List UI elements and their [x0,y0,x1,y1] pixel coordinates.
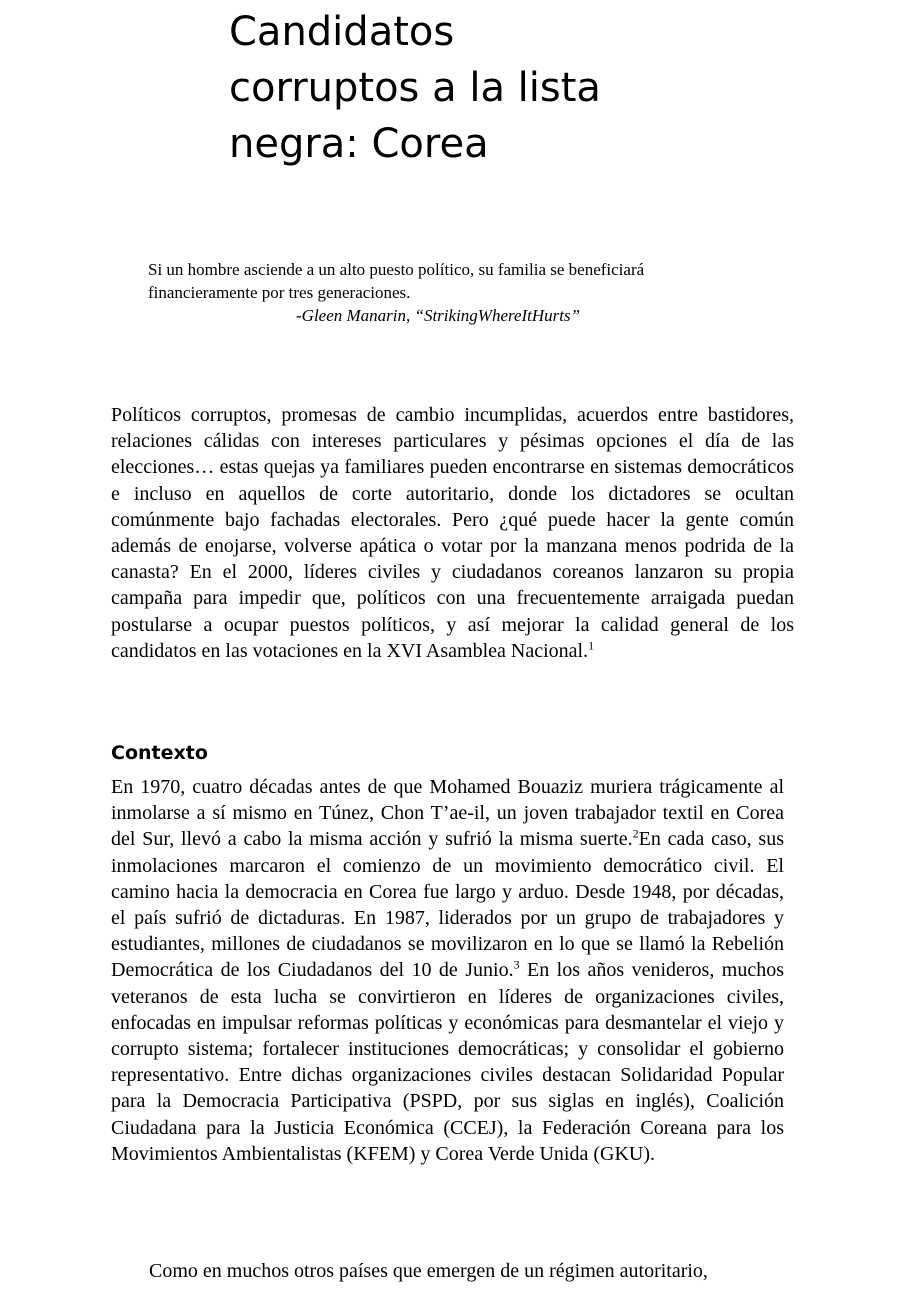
title-line-1: Candidatos [229,9,455,55]
title-line-3: negra: Corea [229,121,489,167]
title-line-2: corruptos a la lista [229,65,601,111]
footnote-ref-2[interactable]: 2 [632,826,639,841]
quote-line-2: financieramente por tres generaciones. [148,283,411,302]
footnote-ref-3[interactable]: 3 [513,957,520,972]
document-title [229,4,789,172]
epigraph-quote [148,258,788,327]
context-text-2: En cada caso, sus inmolaciones marcaron el comienzo de un movimiento democrático civil. El camino hacia la democracia en Corea fue largo y arduo. Desde 1948, por décadas, el país sufrió de dictaduras. En 1987, liderados por un grupo de trabajadores y estudiantes, millones de ciudadanos se movilizaron en lo que se llamó la Rebelión Democrática de los Ciudadanos del 10 de Junio. [111,828,784,982]
continuation-paragraph [111,1258,784,1284]
quote-attribution: -Gleen Manarin, “StrikingWhereItHurts” [296,306,581,325]
continuation-text: Como en muchos otros países que emergen de un régimen autoritario, [149,1260,708,1282]
context-paragraph [111,774,784,1167]
intro-paragraph [111,402,794,664]
intro-text: Políticos corruptos, promesas de cambio incumplidas, acuerdos entre bastidores, relaciones cálidas con intereses particulares y pésimas opciones el día de las elecciones… estas quejas ya familiares pueden encontrarse en sistemas democráticos e incluso en aquellos de corte autoritario, donde los dictadores se ocultan comúnmente bajo fachadas electorales. Pero ¿qué puede hacer la gente común además de enojarse, volverse apática o votar por la manzana menos podrida de la canasta? En el 2000, líderes civiles y ciudadanos coreanos lanzaron su propia campaña para impedir que, políticos con una frecuentemente arraigada puedan postularse a ocupar puestos políticos, y así mejorar la calidad general de los candidatos en las votaciones en la XVI Asamblea Nacional. [111,404,794,662]
context-text-1: En 1970, cuatro décadas antes de que Mohamed Bouaziz muriera trágicamente al inmolarse a sí mismo en Túnez, Chon T’ae-il, un joven trabajador textil en Corea del Sur, llevó a cabo la misma acción y sufrió la misma suerte. [111,776,784,851]
section-heading-contexto: Contexto [111,742,208,764]
quote-line-1: Si un hombre asciende a un alto puesto político, su familia se beneficiará [148,260,645,279]
context-text-3: En los años venideros, muchos veteranos de esta lucha se convirtieron en líderes de organizaciones civiles, enfocadas en impulsar reformas políticas y económicas para desmantelar el viejo y corrupto sistema; fortalecer instituciones democráticas; y consolidar el gobierno representativo. Entre dichas organizaciones civiles destacan Solidaridad Popular para la Democracia Participativa (PSPD, por sus siglas en inglés), Coalición Ciudadana para la Justicia Económica (CCEJ), la Federación Coreana para los Movimientos Ambientalistas (KFEM) y Corea Verde Unida (GKU). [111,959,784,1165]
footnote-ref-1[interactable]: 1 [588,638,595,653]
